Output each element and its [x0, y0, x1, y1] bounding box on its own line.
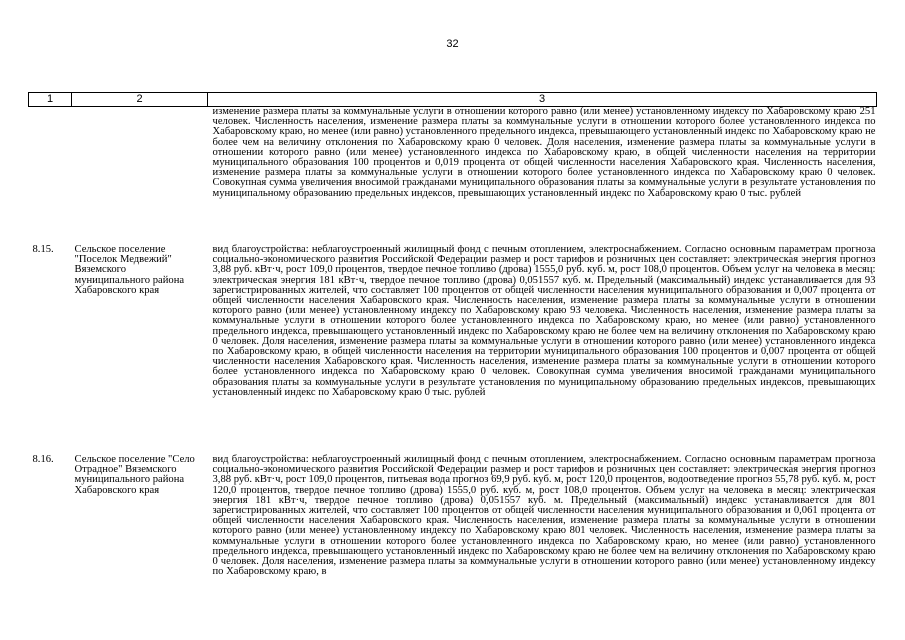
- municipality-name: [72, 107, 208, 240]
- column-header-3: 3: [208, 93, 877, 107]
- column-header-1: 1: [29, 93, 72, 107]
- table-row: [29, 107, 877, 240]
- row-description: изменение размера платы за коммунальные услуги в отношении которого равно (или менее) установленному индексу по Хабаровскому краю 251 человек. Численность населения, изменение размера платы за коммунальные услуги в отношении которого более установленного индекса по Хабаровскому краю, но менее (или равно) установленного предельного индекса, превышающего установленный индекс по Хабаровскому краю не более чем на величину отклонения по Хабаровскому краю 0 человек. Доля населения, изменение размера платы за коммунальные услуги в отношении которого равно (или менее) установленного индекса по Хабаровскому краю, в общей численности населения на территории муниципального образования 100 процентов и 0,019 процента от общей численности населения Хабаровского края. Численность населения, изменение размера платы за коммунальные услуги в отношении которого более установленного индекса по Хабаровскому краю 0 человек. Совокупная сумма увеличения вносимой гражданами муниципального образования платы за коммунальные услуги в результате установления по муниципальному образованию предельных индексов, превышающих установленный индекс по Хабаровскому краю 0 тыс. рублей: [212, 106, 876, 199]
- table-row: [29, 239, 877, 449]
- row-number: 8.15.: [32, 244, 54, 255]
- row-description: вид благоустройства: неблагоустроенный жилищный фонд с печным отоплением, электроснабжением. Согласно основным параметрам прогноза социально-экономического развития Российской Федерации размер и рост тарифов и розничных цен составляет: электрическая энергия прогноз 3,88 руб. кВт·ч, рост 109,0 процентов, питьевая вода прогноз 69,9 руб. куб. м, рост 120,0 процентов, водоотведение прогноз 55,78 руб. куб. м, рост 120,0 процентов, твердое печное топливо (дрова) 1555,0 руб. куб. м, рост 108,0 процентов. Объем услуг на человека в месяц: электрическая энергия 181 кВт·ч, твердое печное топливо (дрова) 0,051557 куб. м. Предельный (максимальный) индекс устанавливается для 801 зарегистрированных жителей, что составляет 100 процентов от общей численности населения муниципального образования и 0,061 процента от общей численности населения Хабаровского края. Численность населения, изменение размера платы за коммунальные услуги в отношении которого равно (или менее) установленному индексу по Хабаровскому краю 801 человек. Численность населения, изменение размера платы за коммунальные услуги в отношении которого более установленного индекса по Хабаровскому краю, но менее (или равно) установленного предельного индекса, превышающего установленный индекс по Хабаровскому краю не более чем на величину отклонения по Хабаровскому краю 0 человек. Доля населения, изменение размера платы за коммунальные услуги в отношении которого равно (или менее) установленному индексу по Хабаровскому краю, в: [212, 454, 876, 578]
- table-header-row: [29, 93, 877, 107]
- row-number: 8.16.: [32, 454, 54, 465]
- row-number: [29, 107, 72, 240]
- document-table: [28, 92, 877, 577]
- municipality-name: Сельское поселение "Село Отрадное" Вяземского муниципального района Хабаровского края: [74, 454, 195, 496]
- table-row: [29, 449, 877, 577]
- column-header-2: 2: [72, 93, 208, 107]
- municipality-name: Сельское поселение "Поселок Медвежий" Вяземского муниципального района Хабаровского края: [74, 244, 185, 296]
- page-number: 32: [446, 38, 459, 50]
- row-description: вид благоустройства: неблагоустроенный жилищный фонд с печным отоплением, электроснабжением. Согласно основным параметрам прогноза социально-экономического развития Российской Федерации размер и рост тарифов и розничных цен составляет: электрическая энергия прогноз 3,88 руб. кВт·ч, рост 109,0 процентов, твердое печное топливо (дрова) 1555,0 руб. куб. м, рост 108,0 процентов. Объем услуг на человека в месяц: электрическая энергия 181 кВт·ч, твердое печное топливо (дрова) 0,051557 куб. м. Предельный (максимальный) индекс устанавливается для 93 зарегистрированных жителей, что составляет 100 процентов от общей численности населения муниципального образования и 0,007 процента от общей численности населения Хабаровского края. Численность населения, изменение размера платы за коммунальные услуги в отношении которого равно (или менее) установленному индексу по Хабаровскому краю 93 человека. Численность населения, изменение размера платы за коммунальные услуги в отношении которого более установленного индекса по Хабаровскому краю, но менее (или равно) установленного предельного индекса, превышающего установленный индекс по Хабаровскому краю не более чем на величину отклонения по Хабаровскому краю 0 человек. Доля населения, изменение размера платы за коммунальные услуги в отношении которого равно (или менее) установленного индекса по Хабаровскому краю, в общей численности населения на территории муниципального образования 100 процентов и 0,007 процента от общей численности населения Хабаровского края. Численность населения, изменение размера платы за коммунальные услуги в отношении которого более установленного индекса по Хабаровскому краю 0 человек. Совокупная сумма увеличения вносимой гражданами муниципального образования платы за коммунальные услуги в результате установления по муниципальному образованию предельных индексов, превышающих установленный индекс по Хабаровскому краю 0 тыс. рублей: [212, 244, 876, 398]
